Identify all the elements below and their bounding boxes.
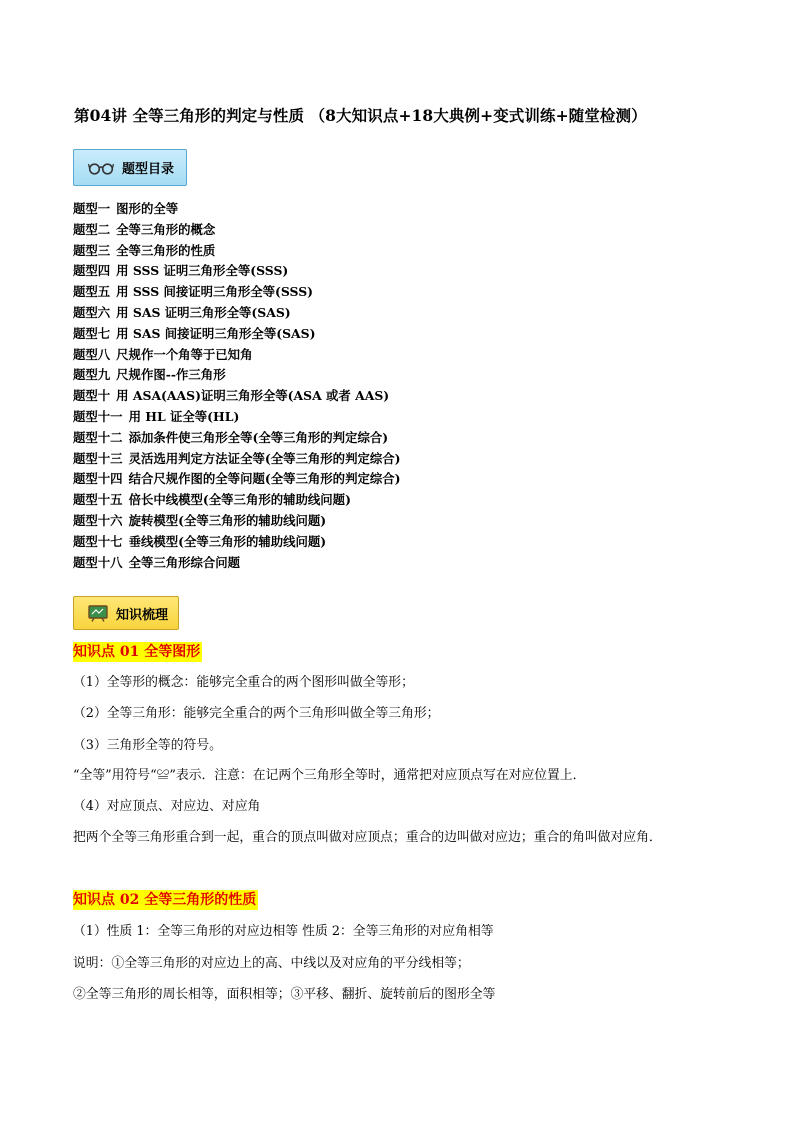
kp1-line: “全等”用符号“≌”表示．注意：在记两个三角形全等时，通常把对应顶点写在对应位置上．	[73, 768, 586, 783]
toc-badge	[73, 149, 187, 186]
knowledge-badge	[73, 596, 179, 630]
kp2-line: ②全等三角形的周长相等，面积相等；③平移、翻折、旋转前后的图形全等	[73, 987, 496, 1002]
document-title: 第04讲 全等三角形的判定与性质 （8大知识点+18大典例+变式训练+随堂检测）	[74, 106, 647, 125]
toc-item[interactable]: 题型八 尺规作一个角等于已知角	[73, 346, 253, 362]
kp2-line: 说明：①全等三角形的对应边上的高、中线以及对应角的平分线相等；	[73, 956, 470, 971]
kp1-line: 把两个全等三角形重合到一起，重合的顶点叫做对应顶点；重合的边叫做对应边；重合的角叫做对应角．	[73, 830, 662, 845]
glasses-icon	[88, 161, 114, 175]
knowledge-badge-label: 知识梳理	[116, 607, 169, 623]
toc-item[interactable]: 题型七 用 SAS 间接证明三角形全等(SAS)	[73, 325, 316, 341]
toc-item[interactable]: 题型二 全等三角形的概念	[73, 221, 216, 237]
toc-item[interactable]: 题型十四 结合尺规作图的全等问题(全等三角形的判定综合)	[73, 471, 401, 487]
toc-item[interactable]: 题型五 用 SSS 间接证明三角形全等(SSS)	[73, 284, 314, 300]
kp1-line: （3）三角形全等的符号。	[73, 738, 222, 753]
toc-item[interactable]: 题型十三 灵活选用判定方法证全等(全等三角形的判定综合)	[73, 450, 401, 466]
kp1-line: （2）全等三角形：能够完全重合的两个三角形叫做全等三角形；	[73, 706, 440, 721]
kp1-line: （4）对应顶点、对应边、对应角	[73, 799, 261, 814]
toc-item[interactable]: 题型十一 用 HL 证全等(HL)	[73, 408, 240, 424]
toc-badge-label: 题型目录	[122, 162, 175, 177]
toc-item[interactable]: 题型四 用 SSS 证明三角形全等(SSS)	[73, 263, 289, 279]
toc-item[interactable]: 题型十六 旋转模型(全等三角形的辅助线问题)	[73, 512, 327, 528]
toc-item[interactable]: 题型九 尺规作图--作三角形	[73, 367, 226, 383]
toc-item[interactable]: 题型十七 垂线模型(全等三角形的辅助线问题)	[73, 533, 327, 549]
toc-item[interactable]: 题型六 用 SAS 证明三角形全等(SAS)	[73, 304, 291, 320]
toc-item[interactable]: 题型十八 全等三角形综合问题	[73, 554, 241, 570]
toc-item[interactable]: 题型十五 倍长中线模型(全等三角形的辅助线问题)	[73, 492, 351, 508]
kp2-line: （1）性质 1：全等三角形的对应边相等 性质 2：全等三角形的对应角相等	[73, 924, 494, 939]
toc-item[interactable]: 题型十二 添加条件使三角形全等(全等三角形的判定综合)	[73, 429, 389, 445]
toc-list	[73, 199, 401, 573]
knowledge-point-2-title: 知识点 02 全等三角形的性质	[73, 892, 257, 908]
toc-item[interactable]: 题型十 用 ASA(AAS)证明三角形全等(ASA 或者 AAS)	[73, 388, 390, 404]
toc-item[interactable]: 题型一 图形的全等	[73, 201, 179, 216]
toc-item[interactable]: 题型三 全等三角形的性质	[73, 242, 216, 258]
knowledge-point-1-title: 知识点 01 全等图形	[73, 644, 201, 660]
blackboard-icon	[88, 605, 108, 622]
kp1-line: （1）全等形的概念：能够完全重合的两个图形叫做全等形；	[73, 675, 414, 690]
